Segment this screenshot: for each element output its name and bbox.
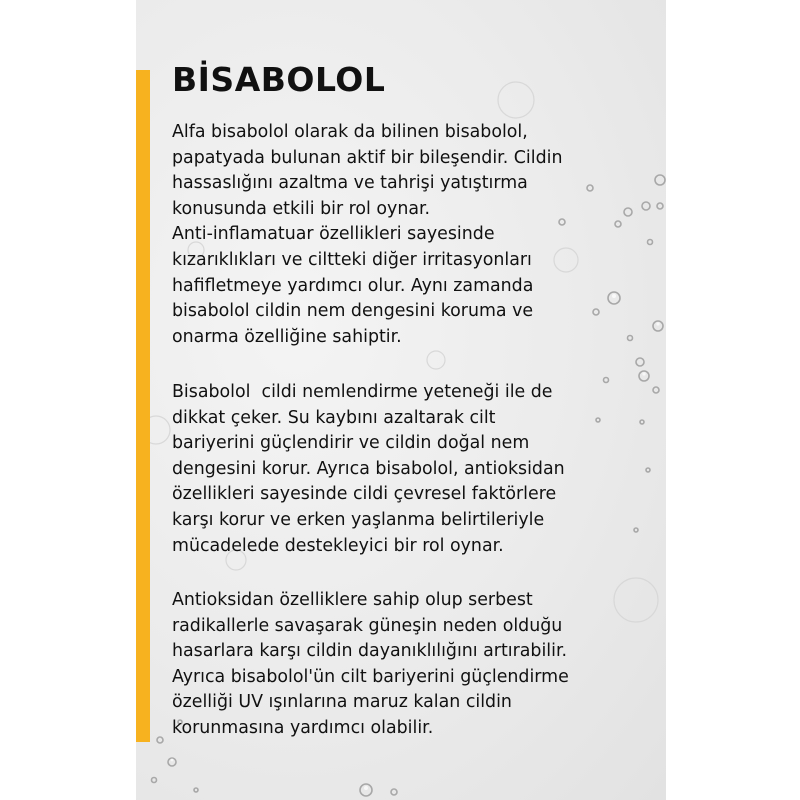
paragraph-2 [172,380,652,559]
paragraph-line: korunmasına yardımcı olabilir. [172,717,434,738]
paragraph-line: hafifletmeye yardımcı olur. Aynı zamanda [172,275,534,296]
paragraph-line: dengesini korur. Ayrıca bisabolol, antioksidan [172,458,565,479]
paragraph-line: Anti-inflamatuar özellikleri sayesinde [172,224,495,245]
paragraph-line: Alfa bisabolol olarak da bilinen bisabolol, [172,122,528,142]
paragraph-line: bisabolol cildin nem dengesini koruma ve [172,301,534,322]
accent-bar [136,70,150,742]
page-title: BİSABOLOL [172,60,386,99]
paragraph-line: kızarıklıkları ve ciltteki diğer irritasyonları [172,249,532,270]
paragraph-line: Antioksidan özelliklere sahip olup serbest [172,590,533,610]
paragraph-line: Ayrıca bisabolol'ün cilt bariyerini güçlendirme [172,666,569,687]
paragraph-line: hassaslığını azaltma ve tahrişi yatıştırma [172,173,528,194]
paragraph-1 [172,120,652,350]
paragraph-line: radikallerle savaşarak güneşin neden olduğu [172,615,563,636]
paragraph-line: hasarlara karşı cildin dayanıklılığını artırabilir. [172,641,568,662]
paragraph-line: özellikleri sayesinde cildi çevresel faktörlere [172,484,557,505]
paragraph-line: konusunda etkili bir rol oynar. [172,198,431,219]
paragraph-3 [172,588,652,742]
paragraph-line: Bisabolol cildi nemlendirme yeteneği ile de [172,382,553,402]
paragraph-line: dikkat çeker. Su kaybını azaltarak cilt [172,407,496,428]
paragraph-line: özelliği UV ışınlarına maruz kalan cildin [172,692,512,713]
paragraph-line: bariyerini güçlendirir ve cildin doğal nem [172,433,530,454]
paragraph-line: mücadelede destekleyici bir rol oynar. [172,535,504,556]
paragraph-line: karşı korur ve erken yaşlanma belirtileriyle [172,509,545,530]
paragraph-line: onarma özelliğine sahiptir. [172,326,402,347]
paragraph-line: papatyada bulunan aktif bir bileşendir. Cildin [172,147,563,168]
